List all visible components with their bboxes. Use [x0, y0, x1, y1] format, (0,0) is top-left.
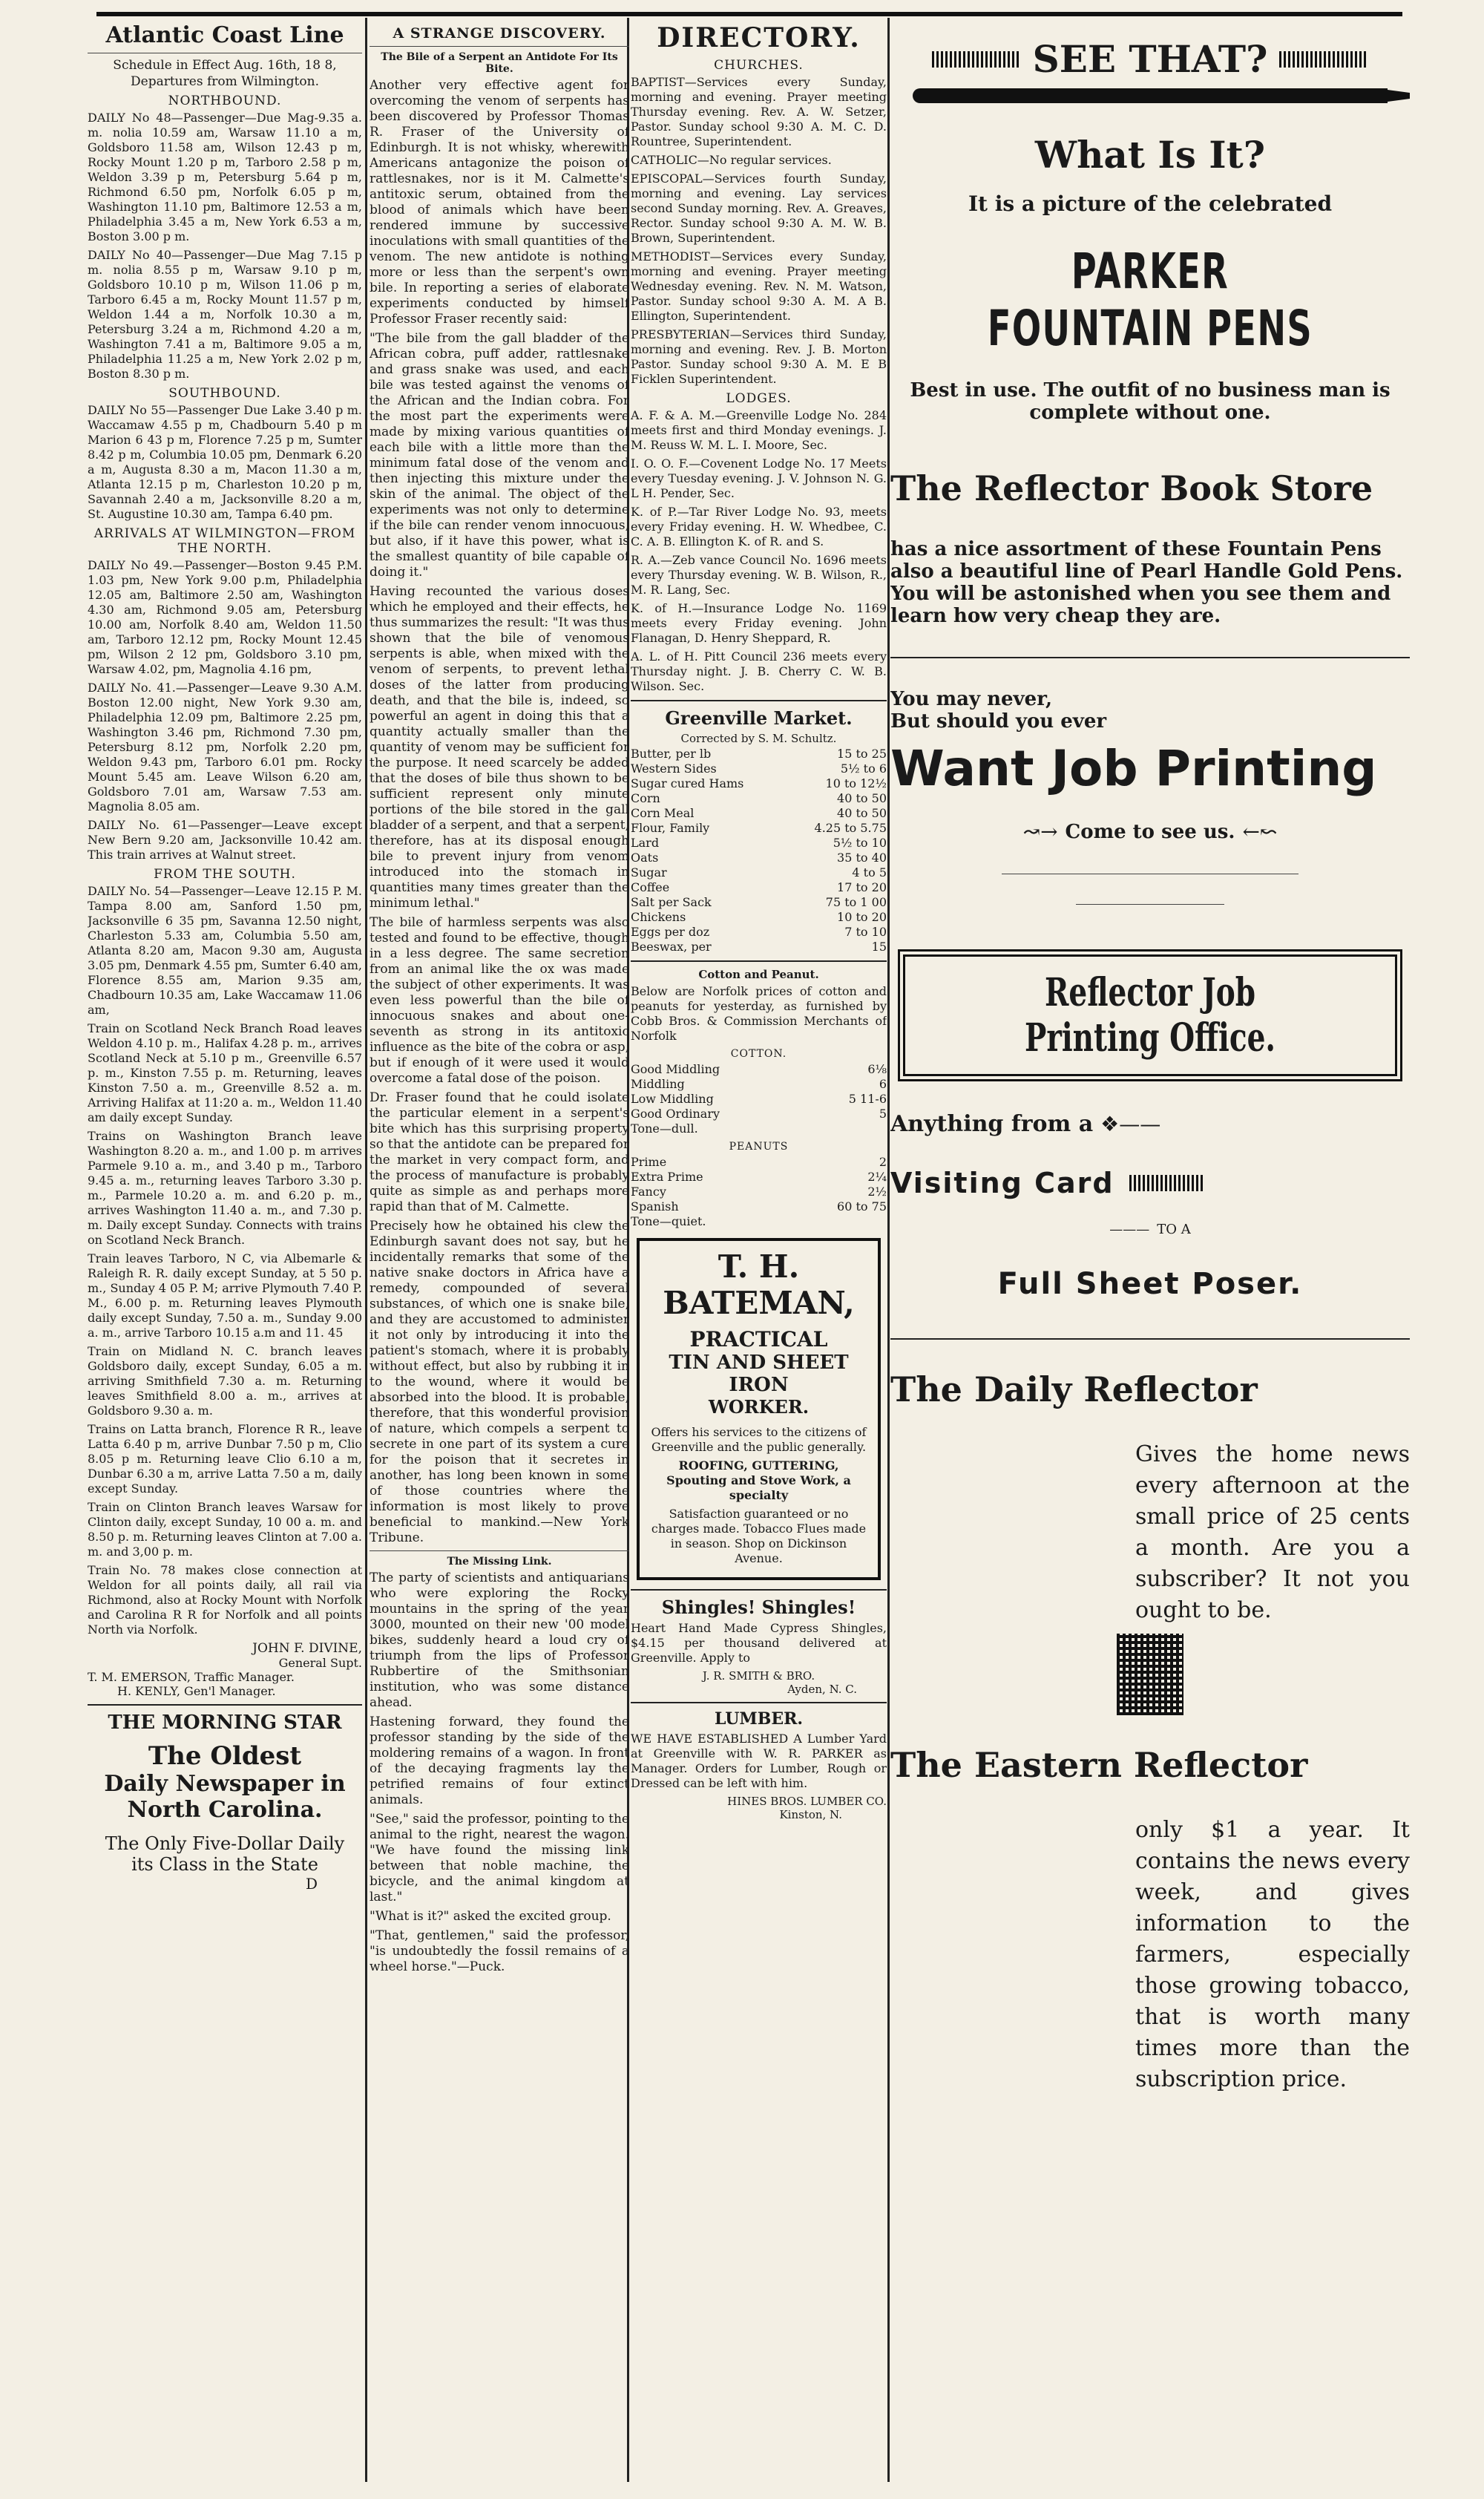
morning-star-line: North Carolina.: [127, 1797, 323, 1823]
section-head: PEANUTS: [729, 1141, 789, 1153]
daily-reflector-text: Gives the home news every afternoon at the small price of 25 cents a month. Are you a subscriber? It not you ought to be.: [1135, 1441, 1410, 1623]
cotton-title: Cotton and Peanut.: [698, 968, 819, 981]
flourish-icon: ↝→: [1022, 819, 1058, 844]
bateman-text: Satisfaction guaranteed or no charges made. Tobacco Flues made in season. Shop on Dickinson Avenue.: [651, 1507, 867, 1565]
price-row: [631, 1170, 887, 1185]
morning-star-line: D: [305, 1875, 318, 1893]
peanut-list: [631, 1155, 887, 1229]
job-office-box: [898, 949, 1402, 1081]
directory-entry: A. L. of H. Pitt Council 236 meets every Thursday night. J. B. Cherry C. W. B. Wilson. Sec.: [631, 649, 887, 693]
schedule-entry: DAILY No. 61—Passenger—Leave except New Bern 9.20 am, Jacksonville 10.42 am. This train arrives at Walnut street.: [88, 818, 362, 862]
price-value: 15 to 25: [837, 747, 887, 761]
directory-entry: METHODIST—Services every Sunday, morning and evening. Prayer meeting Wednesday evening. Rev. N. M. Watson, Pastor. Sunday school 9:30 A. M. A B. Ellington, Superintendent.: [631, 249, 887, 323]
price-item: Salt per Sack: [631, 895, 712, 909]
directory-entry: R. A.—Zeb vance Council No. 1696 meets every Thursday evening. W. B. Wilson, R., M. R. Lang, Sec.: [631, 553, 887, 597]
lumber-sig: HINES BROS. LUMBER CO.: [727, 1795, 887, 1808]
branch-entry: Train on Clinton Branch leaves Warsaw for Clinton daily, except Sunday, 10 00 a. m. and 8.50 p. m. Returning leaves Clinton at 7.00 a. m. and 3,00 p. m.: [88, 1500, 362, 1559]
anything-text: Anything from a: [890, 1111, 1094, 1137]
never-line: But should you ever: [890, 710, 1107, 733]
ornament-icon: [1279, 51, 1368, 68]
price-value: 15: [871, 940, 887, 954]
ornament-icon: [1129, 1175, 1204, 1191]
price-row: [631, 880, 887, 895]
bookstore-heading: The Reflector Book Store: [890, 468, 1373, 508]
article-paragraph: "That, gentlemen," said the professor, "is undoubtedly the fossil remains of a wheel horse."—Puck.: [370, 1928, 629, 1974]
article-title: A STRANGE DISCOVERY.: [393, 25, 606, 42]
article-paragraph: Precisely how he obtained his clew the Edinburgh savant does not say, but he incidentally remarks that some of the native snake doctors in Africa have a remedy, compounded of several substances, of which one is snake bile, and they are accustomed to administer it not only by introducing it into the patient's stomach, where it is probably without effect, but also by rubbing it in to the wound, where it would be absorbed into the blood. It is probable, therefore, that this wonderful provision of nature, which compels a serpent to secrete in one part of its system a cure for the poison that it secretes in another, has long been known in some of those countries where the information is most likely to prove beneficial to mankind.—New York Tribune.: [370, 1219, 629, 1545]
signature: JOHN F. DIVINE,: [252, 1641, 362, 1656]
directory-entry: K. of H.—Insurance Lodge No. 1169 meets every Friday evening. John Flanagan, D. Henry Sheppard, R.: [631, 601, 887, 645]
market-sub: Corrected by S. M. Schultz.: [680, 732, 837, 745]
schedule-entry: DAILY No 40—Passenger—Due Mag 7.15 p m. nolia 8.55 p m, Warsaw 9.10 p m, Goldsboro 10.10 p m, Wilson 11.06 p m, Tarboro 6.45 a m, Rocky Mount 11.57 p m, Weldon 1.44 a m, Norfolk 10.30 a m, Petersburg 3.24 a m, Richmond 4.20 a m, Washington 7.41 a m, Baltimore 9.05 a m, Philadelphia 11.25 a m, New York 2.02 p m, Boston 8.30 p m.: [88, 248, 362, 381]
section-head: CHURCHES.: [714, 58, 804, 73]
job-office-heading: Reflector Job Printing Office.: [1024, 970, 1276, 1061]
section-head: FROM THE SOUTH.: [154, 867, 296, 882]
top-rule: [96, 12, 1402, 16]
advertisement-column: [890, 22, 1410, 2095]
lumber-text: WE HAVE ESTABLISHED A Lumber Yard at Greenville with W. R. PARKER as Manager. Orders for Lumber, Rough or Dressed can be left with him.: [631, 1732, 887, 1790]
directory-entry: BAPTIST—Services every Sunday, morning and evening. Prayer meeting Thursday evening. Rev. A. W. Setzer, Pastor. Sunday school 9:30 A. M. C. D. Rountree, Superintendent.: [631, 75, 887, 148]
anything-line: [890, 1111, 1410, 1137]
directory-title: DIRECTORY.: [657, 22, 861, 53]
directory-entry: PRESBYTERIAN—Services third Sunday, morning and evening. Rev. J. B. Morton Pastor. Sunday school 9:30 A. M. E B Ficklen Superintendent.: [631, 327, 887, 386]
price-item: Good Middling: [631, 1062, 720, 1076]
morning-star-line: its Class in the State: [131, 1854, 318, 1875]
price-row: [631, 791, 887, 806]
price-row: [631, 836, 887, 851]
morning-star-line: The Only Five-Dollar Daily: [105, 1833, 345, 1854]
section-head: LODGES.: [726, 391, 792, 406]
come-to-see-us: Come to see us.: [1065, 820, 1235, 843]
price-item: Coffee: [631, 880, 670, 894]
price-value: 75 to 1 00: [825, 895, 887, 909]
price-value: 4.25 to 5.75: [814, 821, 887, 835]
price-row: [631, 1121, 887, 1136]
price-item: Fancy: [631, 1185, 666, 1199]
price-value: 5½ to 10: [833, 836, 887, 850]
price-item: Sugar cured Hams: [631, 776, 744, 790]
price-value: 5½ to 6: [840, 762, 887, 776]
price-item: Corn: [631, 791, 660, 805]
morning-star-title: THE MORNING STAR: [108, 1712, 342, 1734]
price-row: [631, 806, 887, 821]
price-item: Low Middling: [631, 1092, 714, 1106]
bateman-text: ROOFING, GUTTERING, Spouting and Stove Work, a specialty: [666, 1458, 851, 1502]
directory-entry: CATHOLIC—No regular services.: [631, 153, 832, 167]
bateman-line: PRACTICAL: [689, 1327, 828, 1352]
price-item: Sugar: [631, 865, 667, 880]
schedule-sub: Departures from Wilmington.: [131, 74, 319, 89]
best-in-use-text: Best in use. The outfit of no business man is complete without one.: [910, 379, 1391, 424]
what-is-it-heading: What Is It?: [1034, 133, 1266, 177]
market-list: [631, 747, 887, 954]
parker-heading: PARKER FOUNTAIN PENS: [987, 243, 1313, 357]
price-value: 2: [879, 1155, 887, 1169]
price-item: Butter, per lb: [631, 747, 712, 761]
bateman-line: TIN AND SHEET IRON: [669, 1352, 849, 1396]
price-value: 5 11-6: [848, 1092, 887, 1106]
price-item: Middling: [631, 1077, 685, 1091]
bateman-line: WORKER.: [708, 1396, 810, 1418]
article-column: [370, 22, 629, 1979]
price-value: 6: [879, 1077, 887, 1091]
section-head: NORTHBOUND.: [168, 94, 282, 108]
price-row: [631, 851, 887, 865]
branch-entry: Train leaves Tarboro, N C, via Albemarle & Raleigh R. R. daily except Sunday, at 5 50 p. m., Sunday 4 05 P. M; arrive Plymouth 7.40 P. M., 6.00 p. m. Returning leaves Plymouth daily except Sunday, 7.50 a. m., Sunday 9.00 a. m., arrive Tarboro 10.15 a.m and 11. 45: [88, 1251, 362, 1340]
price-item: Spanish: [631, 1199, 679, 1214]
column-rule: [887, 18, 890, 2482]
lumber-title: LUMBER.: [714, 1709, 804, 1729]
to-a-text: TO A: [1157, 1222, 1191, 1237]
price-row: [631, 865, 887, 880]
article-paragraph: Hastening forward, they found the professor standing by the side of the moldering remains of a wagon. In front of the decaying fragments lay the petrified remains of four extinct animals.: [370, 1714, 629, 1807]
price-value: 17 to 20: [837, 880, 887, 894]
directory-entry: I. O. O. F.—Covenent Lodge No. 17 Meets every Tuesday evening. J. V. Johnson N. G. L H. Pender, Sec.: [631, 456, 887, 500]
directory-entry: A. F. & A. M.—Greenville Lodge No. 284 meets first and third Monday evenings. J. M. Reuss W. M. L. I. Moore, Sec.: [631, 408, 887, 452]
price-value: 40 to 50: [837, 806, 887, 820]
price-row: [631, 1077, 887, 1092]
bateman-name: T. H. BATEMAN,: [663, 1248, 855, 1321]
flourish-icon: ❖——: [1100, 1112, 1161, 1136]
price-row: [631, 1185, 887, 1199]
see-that-line: [890, 37, 1410, 81]
price-row: [631, 762, 887, 776]
daily-reflector-heading: The Daily Reflector: [890, 1369, 1258, 1409]
price-row: [631, 1062, 887, 1077]
morning-star-line: The Oldest: [148, 1741, 302, 1771]
branch-entry: Trains on Latta branch, Florence R R., leave Latta 6.40 p m, arrive Dunbar 7.50 p m, Clio 8.05 p m. Returning leave Clio 6.10 a m, Dunbar 6.30 a m, arrive Latta 7.50 a m, daily except Sunday.: [88, 1422, 362, 1496]
dash-icon: ———: [1109, 1222, 1150, 1237]
shingles-sig: Ayden, N. C.: [787, 1683, 857, 1696]
schedule-sub: Schedule in Effect Aug. 16th, 18 8,: [113, 58, 337, 73]
price-row: [631, 1092, 887, 1107]
article-paragraph: Another very effective agent for overcoming the venom of serpents has been discovered by Professor Thomas R. Fraser of the University of Edinburgh. It is not whisky, wherewith Americans antagonize the poison of rattlesnakes, nor is it M. Calmette's antitoxic serum, obtained from the blood of animals which have been rendered immune by successive inoculations with small quantities of the venom. The new antidote is nothing more or less than the serpent's own bile. In reporting a series of elaborate experiments conducted by himself Professor Fraser recently said:: [370, 78, 629, 327]
schedule-entry: DAILY No 49.—Passenger—Boston 9.45 P.M. 1.03 pm, New York 9.00 p.m, Philadelphia 12.05 am, Baltimore 2.50 am, Washington 4.30 am, Richmond 9.05 am, Petersburg 10.00 am, Norfolk 8.40 am, Weldon 11.50 am, Tarboro 12.12 pm, Rocky Mount 12.45 pm, Wilson 2 12 pm, Goldsboro 3.10 pm, Warsaw 4.02, pm, Magnolia 4.16 pm,: [88, 558, 362, 676]
price-value: 2¼: [867, 1170, 887, 1184]
cotton-text: Below are Norfolk prices of cotton and peanuts for yesterday, as furnished by Cobb Bros. & Commission Merchants of Norfolk: [631, 984, 887, 1043]
directory-entry: K. of P.—Tar River Lodge No. 93, meets every Friday evening. H. W. Whedbee, C. C. A. B. Ellington K. of R. and S.: [631, 505, 887, 548]
price-item: Flour, Family: [631, 821, 710, 835]
price-row: [631, 821, 887, 836]
shingles-text: Heart Hand Made Cypress Shingles, $4.15 per thousand delivered at Greenville. Apply to: [631, 1621, 887, 1665]
eastern-reflector-heading: The Eastern Reflector: [890, 1745, 1308, 1785]
schedule-title: Atlantic Coast Line: [105, 22, 344, 48]
branch-entry: Train on Midland N. C. branch leaves Goldsboro daily, except Sunday, 6.05 a m. arriving Smithfield 7.30 a. m. Returning leaves Smithfield 8.00 a. m., arrives at Goldsboro 9.30 a. m.: [88, 1344, 362, 1418]
article-paragraph: "What is it?" asked the excited group.: [370, 1909, 611, 1924]
come-line: [890, 819, 1410, 844]
schedule-entry: DAILY No 48—Passenger—Due Mag-9.35 a. m. nolia 10.59 am, Warsaw 11.10 a m, Goldsboro 11.58 am, Wilson 12.43 p m, Rocky Mount 1.20 p m, Tarboro 2.58 p m, Weldon 3.39 p m, Petersburg 5.64 p m, Richmond 6.50 pm, Norfolk 6.05 p m, Washington 11.10 pm, Baltimore 12.53 a m, Philadelphia 3.45 a m, New York 6.53 a m, Boston 3.00 p m.: [88, 111, 362, 243]
price-value: 2½: [867, 1185, 887, 1199]
see-that-heading: SEE THAT?: [1032, 37, 1268, 81]
price-value: 60 to 75: [837, 1199, 887, 1214]
price-item: Extra Prime: [631, 1170, 703, 1184]
price-row: [631, 910, 887, 925]
branch-entry: Train on Scotland Neck Branch Road leaves Weldon 4.10 p. m., Halifax 4.28 p. m., arrives Scotland Neck at 5.10 p m., Greenville 6.57 p. m., Kinston 7.55 p. m. Returning, leaves Kinston 7.50 a. m., Greenville 8.52 a. m. Arriving Halifax at 11:20 a. m., Weldon 11.40 am daily except Sunday.: [88, 1021, 362, 1124]
visiting-line: [890, 1167, 1410, 1199]
schedule-entry: DAILY No. 41.—Passenger—Leave 9.30 A.M. Boston 12.00 night, New York 9.30 am, Philadelphia 12.09 pm, Baltimore 2.25 pm, Washington 3.46 pm, Richmond 7.30 pm, Petersburg 8.12 pm, Norfolk 2.20 pm, Weldon 9.43 pm, Tarboro 6.01 pm. Rocky Mount 5.45 am. Leave Wilson 6.20 am, Goldsboro 7.01 am, Warsaw 7.53 am. Magnolia 8.05 am.: [88, 681, 362, 813]
price-row: [631, 1107, 887, 1121]
price-item: Tone—dull.: [631, 1121, 698, 1136]
picture-line: It is a picture of the celebrated: [968, 191, 1333, 216]
visiting-card: Visiting Card: [890, 1167, 1114, 1199]
price-item: Tone—quiet.: [631, 1214, 706, 1228]
shingles-title: Shingles! Shingles!: [661, 1596, 856, 1618]
eastern-reflector-text: only $1 a year. It contains the news every week, and gives information to the farmers, especially those growing tobacco, that is worth many times more than the subscription price.: [1135, 1817, 1410, 2092]
price-value: 5: [879, 1107, 887, 1121]
price-value: 35 to 40: [837, 851, 887, 865]
price-item: Corn Meal: [631, 806, 695, 820]
price-row: [631, 747, 887, 762]
price-row: [631, 1155, 887, 1170]
to-a-line: [890, 1222, 1410, 1237]
price-value: 40 to 50: [837, 791, 887, 805]
article-paragraph: Having recounted the various doses which he employed and their effects, he thus summarizes the result: "It was thus shown that the bile of venomous serpents is able, when mixed with the venom of serpents, to prevent lethal doses of the latter from producing death, and that the bile is, indeed, so powerful an agent in doing this that a quantity actually smaller than the quantity of venom may be sufficient for the purpose. It need scarcely be added that the doses of bile thus shown to be sufficient represent only minute portions of the bile stored in the gall bladder of a serpent, and that a serpent, therefore, has at its disposal enough bile to prevent injury from venom introduced into the stomach in quantities many times greater than the minimum lethal.": [370, 584, 629, 911]
price-value: 10 to 20: [837, 910, 887, 924]
article-paragraph: "See," said the professor, pointing to the animal to the right, nearest the wagon. "We have found the missing link between that noble machine, the bicycle, and the animal kingdom at last.": [370, 1812, 629, 1904]
market-title: Greenville Market.: [665, 707, 853, 729]
article-paragraph: The party of scientists and antiquarians who were exploring the Rocky mountains in the spring of the year 3000, mounted on their new '00 model bikes, suddenly heard a loud cry of triumph from the lips of Professor Rubbertire of the Smithsonian institution, who was some distance ahead.: [370, 1571, 629, 1710]
price-value: 7 to 10: [844, 925, 887, 939]
schedule-entry: DAILY No. 54—Passenger—Leave 12.15 P. M. Tampa 8.00 am, Sanford 1.50 pm, Jacksonville 6 35 pm, Savanna 12.50 night, Charleston 5.33 am, Columbia 5.50 am, Atlanta 8.20 am, Macon 9.30 am, Augusta 3.05 pm, Denmark 4.55 pm, Sumter 6.40 am, Florence 8.55 am, Marion 9.35 am, Chadbourn 10.35 am, Lake Waccamaw 11.06 am,: [88, 884, 362, 1017]
price-row: [631, 776, 887, 791]
price-value: 6⅛: [867, 1062, 887, 1076]
price-row: [631, 940, 887, 954]
signature: T. M. EMERSON, Traffic Manager.: [88, 1670, 295, 1684]
never-line: You may never,: [890, 688, 1053, 710]
article-paragraph: "The bile from the gall bladder of the African cobra, puff adder, rattlesnake and grass snake was used, and each bile was tested against the venoms of the African and the Indian cobra. For the most part the experiments were made by mixing various quantities of each bile with a little more than the minimum fatal dose of the venom and then injecting this mixture under the skin of the animal. The object of the experiments was not only to determine if the bile can render venom innocuous, but also, if it have this power, what is the smallest quantity of bile capable of doing it.": [370, 331, 629, 580]
fountain-pen-icon: [913, 88, 1388, 103]
price-item: Good Ordinary: [631, 1107, 720, 1121]
bateman-ad: [637, 1238, 881, 1580]
price-row: [631, 1214, 887, 1229]
price-item: Chickens: [631, 910, 686, 924]
flourish-icon: ←↜: [1242, 819, 1278, 844]
price-item: Beeswax, per: [631, 940, 712, 954]
article-paragraph: Dr. Fraser found that he could isolate the particular element in a serpent's bite which has this surprising property so that the antidote can be prepared for the market in very compact form, and the process of manufacture is probably quite as simple as and perhaps more rapid than that of M. Calmette.: [370, 1090, 629, 1214]
column-rule: [365, 18, 367, 2482]
directory-entry: EPISCOPAL—Services fourth Sunday, morning and evening. Lay services second Sunday morning. Rev. A. Greaves, Rector. Sunday school 9:30 A. M. W. B. Brown, Superintendent.: [631, 171, 887, 245]
article-paragraph: The bile of harmless serpents was also tested and found to be effective, though in a less degree. The same secretion from an animal like the ox was made the subject of other experiments. It was even less powerful than the bile of innocuous snakes and about one-seventh as strong in its antitoxic influence as the bite of the cobra or asp, but if enough of it were used it would overcome a fatal dose of the poison.: [370, 915, 629, 1086]
assortment-text: has a nice assortment of these Fountain Pens also a beautiful line of Pearl Handle Gold Pens. You will be astonished when you see them and learn how very cheap they are.: [890, 538, 1403, 627]
price-item: Oats: [631, 851, 659, 865]
article-subhead: The Missing Link.: [447, 1556, 552, 1568]
price-row: [631, 925, 887, 940]
ornament-icon: [932, 51, 1021, 68]
ornament-icon: [1117, 1634, 1183, 1715]
shingles-sig: J. R. SMITH & BRO.: [702, 1669, 815, 1683]
lumber-sig: Kinston, N.: [779, 1808, 842, 1821]
price-item: Lard: [631, 836, 660, 850]
price-item: Prime: [631, 1155, 667, 1169]
poster-heading: Full Sheet Poser.: [997, 1267, 1303, 1301]
signature: General Supt.: [278, 1656, 362, 1670]
price-item: Eggs per doz: [631, 925, 710, 939]
article-subhead: The Bile of a Serpent an Antidote For Its Bite.: [381, 51, 618, 75]
price-value: 4 to 5: [852, 865, 887, 880]
price-value: 10 to 12½: [825, 776, 887, 790]
job-printing-heading: Want Job Printing: [890, 740, 1377, 797]
branch-entry: Trains on Washington Branch leave Washington 8.20 a. m., and 1.00 p. m arrives Parmele 9.10 a. m., and 3.40 p m., Tarboro 9.45 a. m., returning leaves Tarboro 3.30 p. m., Parmele 10.20 a. m. and 6.20 p. m., arrives Washington 11.40 a. m., and 7.30 p. m. Daily except Sunday. Connects with trains on Scotland Neck Branch.: [88, 1129, 362, 1247]
railroad-schedule-column: [88, 22, 362, 1893]
cotton-list: [631, 1062, 887, 1136]
bateman-text: Offers his services to the citizens of Greenville and the public generally.: [651, 1425, 867, 1454]
branch-entry: Train No. 78 makes close connection at Weldon for all points daily, all rail via Richmond, also at Rocky Mount with Norfolk and Carolina R R for Norfolk and all points North via Norfolk.: [88, 1563, 362, 1637]
price-item: Western Sides: [631, 762, 717, 776]
schedule-entry: DAILY No 55—Passenger Due Lake 3.40 p m. Waccamaw 4.55 p m, Chadbourn 5.40 p m Marion 6 43 p m, Florence 7.25 p m, Sumter 8.42 p m, Columbia 10.05 pm, Denmark 6.20 a m, Augusta 8.30 a m, Macon 11.30 a m, Atlanta 12.15 p m, Charleston 10.20 p m, Savannah 2.40 a m, Jacksonville 8.20 a m, St. Augustine 10.30 am, Tampa 6.40 pm.: [88, 403, 362, 521]
section-head: SOUTHBOUND.: [168, 386, 281, 401]
morning-star-line: Daily Newspaper in: [104, 1771, 346, 1797]
directory-column: [631, 22, 887, 1821]
section-head: ARRIVALS AT WILMINGTON—FROM THE NORTH.: [93, 526, 356, 556]
signature: H. KENLY, Gen'l Manager.: [117, 1684, 276, 1698]
section-head: COTTON.: [730, 1048, 787, 1060]
price-row: [631, 895, 887, 910]
price-row: [631, 1199, 887, 1214]
